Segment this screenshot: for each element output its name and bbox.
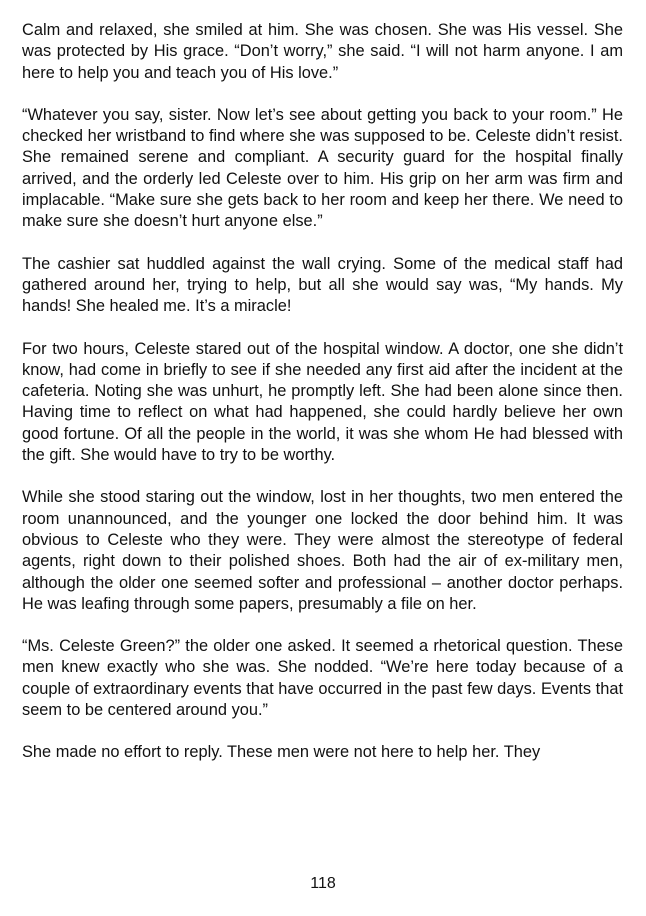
page-number: 118: [310, 875, 336, 892]
paragraph-7: She made no effort to reply. These men were not here to help her. They: [22, 743, 541, 762]
paragraph-3: The cashier sat huddled against the wall crying. Some of the medical staff had gathered around her, trying to help, but all she would say was, “My hands. My hands! She healed me. It’s a miracle!: [22, 254, 623, 316]
paragraph-6: “Ms. Celeste Green?” the older one asked. It seemed a rhetorical question. These men knew exactly who she was. She nodded. “We’re here today because of a couple of extraordinary events that have occurred in the past few days. Events that seem to be centered around you.”: [22, 637, 623, 720]
document-page: [22, 20, 623, 785]
paragraph-2: “Whatever you say, sister. Now let’s see about getting you back to your room.” He checked her wristband to find where she was supposed to be. Celeste didn’t resist. She remained serene and compliant. A security guard for the hospital finally arrived, and the orderly led Celeste over to him. His grip on her arm was firm and implacable. “Make sure she gets back to her room and keep her there. We need to make sure she doesn’t hurt anyone else.”: [22, 105, 623, 231]
paragraph-1: Calm and relaxed, she smiled at him. She was chosen. She was His vessel. She was protected by His grace. “Don’t worry,” she said. “I will not harm anyone. I am here to help you and teach you of His love.”: [22, 21, 623, 82]
paragraph-5: While she stood staring out the window, lost in her thoughts, two men entered the room unannounced, and the younger one locked the door behind him. It was obvious to Celeste who they were. They were almost the stereotype of federal agents, right down to their polished shoes. Both had the air of ex-military men, although the older one seemed softer and professional – another doctor perhaps. He was leafing through some papers, presumably a file on her.: [22, 488, 623, 613]
paragraph-4: For two hours, Celeste stared out of the hospital window. A doctor, one she didn’t know, had come in briefly to see if she needed any first aid after the incident at the cafeteria. Noting she was unhurt, he promptly left. She had been alone since then. Having time to reflect on what had happened, she could hardly believe her own good fortune. Of all the people in the world, it was she whom He had blessed with the gift. She would have to try to be worthy.: [22, 339, 623, 465]
